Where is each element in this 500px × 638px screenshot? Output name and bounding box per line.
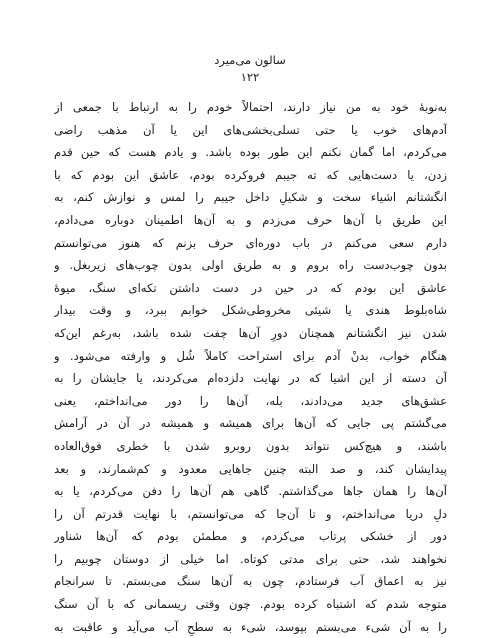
text-line: نخواهند شد، حتی برای مدتی کوتاه. اما خیلی از دوستان چوبیم را <box>54 551 447 566</box>
text-line: دارم سعی می‌کنم در باب دوره‌ای حرف بزنم که هنوز می‌توانستم <box>54 235 447 250</box>
text-line: پیدایشان کند، و صد البته چنین جاهایی معدود و کم‌شمارند، و بعد <box>54 461 447 476</box>
page-header <box>0 52 500 85</box>
text-line: شدن نیز انگشتانم همچنان دورِ آن‌ها چفت شده باشد، به‌رغم این‌که <box>54 325 447 340</box>
text-line: این طریق با آن‌ها حرف می‌زدم و به آن‌ها اطمینان دوباره می‌دادم، <box>54 212 447 227</box>
text-line: انگشتانم اشیاء سخت و شکیلِ داخل جیبم را لمس و نوازش کنم، به <box>54 190 447 205</box>
page-number: ۱۲۲ <box>240 70 260 84</box>
text-line: می‌کردم، اما گمان نکنم این طور بوده باشد. و یادم هست که حین قدم <box>54 145 447 160</box>
text-line: بدون چوب‌دست راه بروم و به طریق اولی بدون چوب‌های زیربغل. و <box>54 258 447 273</box>
text-line: زدن، یا دست‌هایی که ته جیبم فروکرده بودم، عاشق این بودم که با <box>54 167 447 182</box>
text-line: آن‌ها را همان جاها می‌گذاشتم. گاهی هم آن‌ها را دفن می‌کردم، یا به <box>54 484 447 499</box>
text-line: شاه‌بلوط هندی یا شیئی مخروطی‌شکل خوابم ببرد، و وقت بیدار <box>54 303 447 318</box>
body-text <box>54 96 447 638</box>
text-line: متوجه شدم که اشتباه کرده بودم. چون وقتی ریسمانی که با آن سنگ <box>54 597 447 612</box>
text-line: نیز به اعماق آب فرستادم، چون به آن‌ها سنگ می‌بستم. تا سرانجام <box>54 574 447 589</box>
text-line: می‌گشتم پی جایی که آن‌ها برای همیشه و همیشه در آن در آرامش <box>54 416 447 431</box>
text-line: دور از خشکی پرتاب می‌کردم، و مطمئن بودم که آن‌ها شناور <box>54 529 447 544</box>
running-title: سالون می‌میرد <box>214 53 286 67</box>
text-line: آن دسته از این اشیا که در نهایت دلزده‌ام می‌کردند، یا جایشان را به <box>54 371 447 386</box>
text-line: باشند، و هیچ‌کس نتواند بدون روبرو شدن با خطری فوق‌العاده <box>54 438 447 453</box>
text-line: آدم‌های خوب یا حتی تسلی‌بخشی‌های این یا آن مذهب راضی <box>54 122 447 137</box>
text-line: به‌نوبهٔ خود به من نیاز دارند، احتمالاً خودم را به ارتباط با جمعی از <box>54 100 447 114</box>
text-line: هنگام خواب، بدنْ آدم برای استراحت کاملاً شُل و وارفته می‌شود. و <box>54 348 447 363</box>
text-line: عاشق این بودم که در حین در دست داشتن تکه‌ای سنگ، میوهٔ <box>54 280 447 295</box>
text-line: را به آن شیء می‌بستم بپوسد، شیء به سطحِ آب می‌آید و عاقبت به <box>54 619 447 634</box>
text-line: عشق‌های جدید می‌دادند، بله، آن‌ها را دور می‌انداختم، یعنی <box>54 393 447 408</box>
text-line: دلِ دریا می‌انداختم، و تا آن‌جا که می‌توانستم، با نهایت قدرتم آن را <box>54 506 447 521</box>
